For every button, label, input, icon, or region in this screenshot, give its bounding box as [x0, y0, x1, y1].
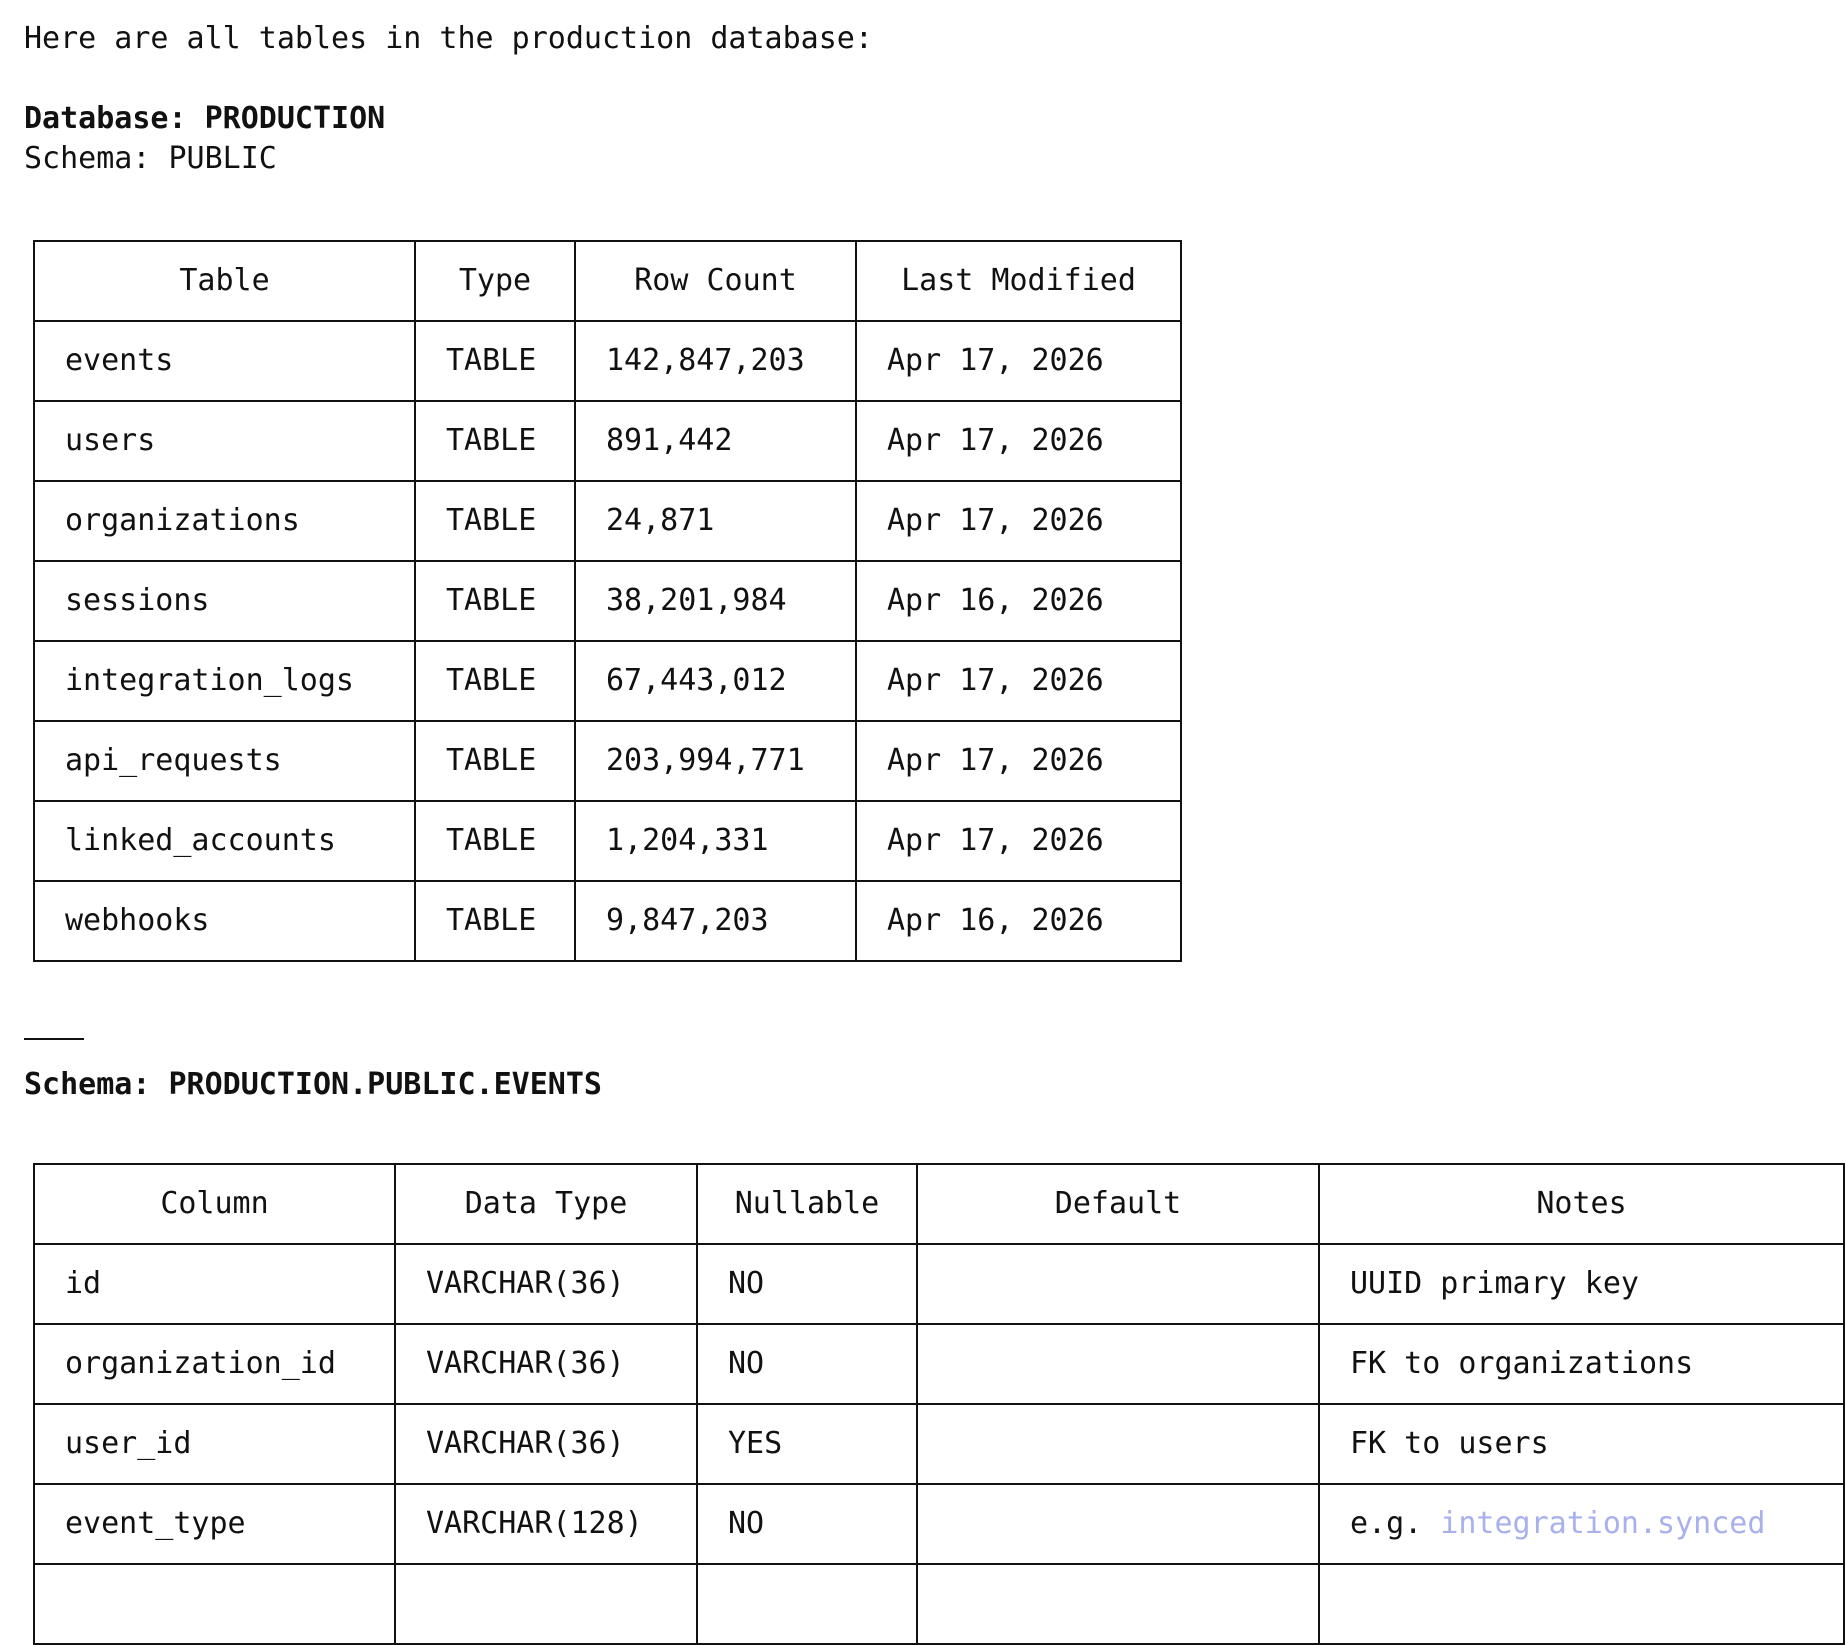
- nullable-cell: YES: [697, 1404, 917, 1484]
- last-modified-cell: Apr 17, 2026: [856, 481, 1181, 561]
- table-row: [34, 401, 1181, 481]
- table-row: [34, 321, 1181, 401]
- column-name-cell: user_id: [34, 1404, 395, 1484]
- row-count-cell: 24,871: [575, 481, 856, 561]
- table-type-cell: TABLE: [415, 321, 575, 401]
- last-modified-cell: Apr 17, 2026: [856, 721, 1181, 801]
- nullable-cell: NO: [697, 1244, 917, 1324]
- database-heading: Database: PRODUCTION: [24, 101, 386, 136]
- table-type-cell: TABLE: [415, 721, 575, 801]
- last-modified-cell: Apr 17, 2026: [856, 641, 1181, 721]
- notes-cell: UUID primary key: [1319, 1244, 1844, 1324]
- table-type-cell: TABLE: [415, 481, 575, 561]
- row-count-cell: 203,994,771: [575, 721, 856, 801]
- table-name-cell: organizations: [34, 481, 415, 561]
- last-modified-cell: Apr 17, 2026: [856, 321, 1181, 401]
- row-count-cell: 1,204,331: [575, 801, 856, 881]
- default-cell: [917, 1484, 1319, 1564]
- data-type-cell: VARCHAR(36): [395, 1404, 697, 1484]
- column-name-cell: event_type: [34, 1484, 395, 1564]
- column-header-column: Column: [34, 1164, 395, 1244]
- column-header-type: Type: [415, 241, 575, 321]
- table-row: [34, 1244, 1844, 1324]
- table-name-cell: api_requests: [34, 721, 415, 801]
- row-count-cell: 142,847,203: [575, 321, 856, 401]
- table-row: [34, 481, 1181, 561]
- notes-cell: FK to users: [1319, 1404, 1844, 1484]
- table-row: [34, 881, 1181, 961]
- tables-table: [33, 240, 1182, 962]
- table-name-cell: linked_accounts: [34, 801, 415, 881]
- data-type-cell: VARCHAR(128): [395, 1484, 697, 1564]
- column-header-notes: Notes: [1319, 1164, 1844, 1244]
- column-header-nullable: Nullable: [697, 1164, 917, 1244]
- column-name-cell: id: [34, 1244, 395, 1324]
- table-header-row: [34, 241, 1181, 321]
- last-modified-cell: Apr 17, 2026: [856, 401, 1181, 481]
- table-row-partial: [34, 1564, 1844, 1644]
- table-row: [34, 721, 1181, 801]
- table-type-cell: TABLE: [415, 401, 575, 481]
- table-row: [34, 641, 1181, 721]
- row-count-cell: 9,847,203: [575, 881, 856, 961]
- nullable-cell: NO: [697, 1324, 917, 1404]
- nullable-cell: NO: [697, 1484, 917, 1564]
- column-header-data-type: Data Type: [395, 1164, 697, 1244]
- default-cell: [917, 1244, 1319, 1324]
- table-name-cell: sessions: [34, 561, 415, 641]
- column-header-last-modified: Last Modified: [856, 241, 1181, 321]
- table-row: [34, 801, 1181, 881]
- table-name-cell: users: [34, 401, 415, 481]
- table-type-cell: TABLE: [415, 801, 575, 881]
- table-name-cell: webhooks: [34, 881, 415, 961]
- row-count-cell: 891,442: [575, 401, 856, 481]
- column-header-row-count: Row Count: [575, 241, 856, 321]
- last-modified-cell: Apr 16, 2026: [856, 881, 1181, 961]
- default-cell: [917, 1404, 1319, 1484]
- column-header-table: Table: [34, 241, 415, 321]
- intro-text: Here are all tables in the production database:: [24, 21, 873, 56]
- table-row: [34, 1404, 1844, 1484]
- data-type-cell: VARCHAR(36): [395, 1324, 697, 1404]
- table-row: [34, 561, 1181, 641]
- event-type-example: integration.synced: [1440, 1506, 1766, 1541]
- column-header-default: Default: [917, 1164, 1319, 1244]
- section-divider: [24, 1038, 84, 1040]
- row-count-cell: 38,201,984: [575, 561, 856, 641]
- row-count-cell: 67,443,012: [575, 641, 856, 721]
- schema-subheading: Schema: PUBLIC: [24, 141, 277, 176]
- table-name-cell: events: [34, 321, 415, 401]
- default-cell: [917, 1324, 1319, 1404]
- data-type-cell: VARCHAR(36): [395, 1244, 697, 1324]
- table-type-cell: TABLE: [415, 881, 575, 961]
- table-row: [34, 1484, 1844, 1564]
- schema-header-row: [34, 1164, 1844, 1244]
- table-type-cell: TABLE: [415, 561, 575, 641]
- events-schema-table: [33, 1163, 1845, 1645]
- events-schema-heading: Schema: PRODUCTION.PUBLIC.EVENTS: [24, 1067, 602, 1102]
- table-row: [34, 1324, 1844, 1404]
- last-modified-cell: Apr 17, 2026: [856, 801, 1181, 881]
- column-name-cell: organization_id: [34, 1324, 395, 1404]
- table-name-cell: integration_logs: [34, 641, 415, 721]
- notes-prefix: e.g.: [1350, 1506, 1441, 1541]
- last-modified-cell: Apr 16, 2026: [856, 561, 1181, 641]
- table-type-cell: TABLE: [415, 641, 575, 721]
- notes-cell: [1319, 1484, 1844, 1564]
- notes-cell: FK to organizations: [1319, 1324, 1844, 1404]
